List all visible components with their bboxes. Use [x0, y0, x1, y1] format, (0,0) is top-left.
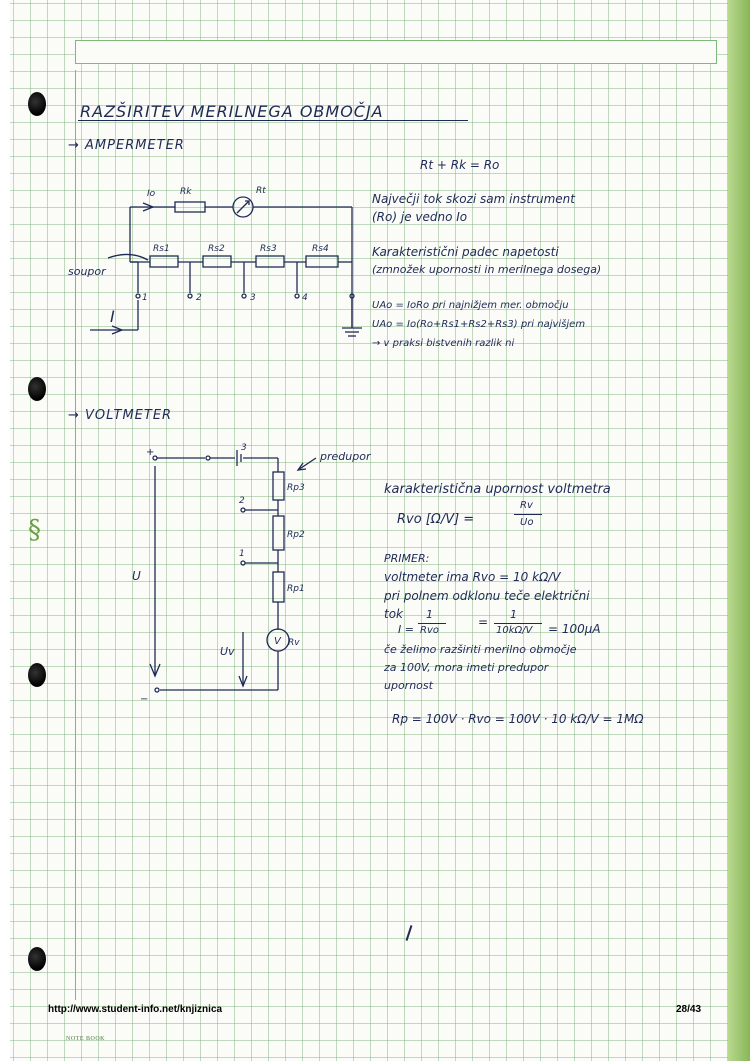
example-result: = 100μA [548, 622, 601, 636]
current-io-label: Io [147, 189, 156, 199]
page-title: RAZŠIRITEV MERILNEGA OBMOČJA [80, 102, 384, 121]
footer-url: http://www.student-info.net/knjiznica [48, 1004, 223, 1015]
example-i-eq: I = [398, 623, 414, 636]
example-fraction-bar-1 [418, 623, 446, 624]
example-num-1: 1 [426, 608, 433, 621]
rs2-label: Rs2 [208, 244, 225, 254]
amp-note-2b: (zmnožek upornosti in merilnega dosega) [372, 263, 602, 276]
notebook-brand: NOTE BOOK [66, 1036, 105, 1042]
example-line-4: če želimo razširiti merilno območje [384, 643, 577, 656]
rt-label: Rt [256, 186, 266, 196]
formula-denominator: Uo [520, 517, 534, 528]
final-equation: Rp = 100V · Rvo = 100V · 10 kΩ/V = 1MΩ [392, 712, 644, 726]
node-2-label: 2 [196, 293, 202, 303]
example-line-5: za 100V, mora imeti predupor [384, 661, 549, 674]
soupor-label: soupor [68, 265, 106, 278]
example-line-6: upornost [384, 679, 433, 692]
formula-lhs: Rvo [Ω/V] = [397, 512, 475, 527]
u-label: U [132, 569, 141, 583]
example-line-3-prefix: tok [384, 607, 403, 621]
minus-label: − [140, 694, 149, 705]
node-1-label: 1 [142, 293, 148, 303]
rp2-label: Rp2 [287, 530, 305, 540]
formula-numerator: Rv [520, 500, 533, 511]
example-line-2: pri polnem odklonu teče električni [384, 589, 590, 603]
amp-note-3a: UAo = IoRo pri najnižjem mer. območju [372, 300, 569, 311]
example-heading: PRIMER: [384, 552, 430, 565]
node-3-label: 3 [250, 293, 256, 303]
plus-label: + [146, 447, 155, 458]
v-symbol: V [274, 636, 281, 647]
rv-label: Rv [288, 638, 300, 648]
clip-logo-icon: § [28, 515, 41, 545]
rk-label: Rk [180, 187, 192, 197]
amp-note-1b: (Ro) je vedno Io [372, 210, 468, 224]
formula-fraction-bar [514, 514, 542, 515]
node-4-label: 4 [302, 293, 308, 303]
current-i-label: I [110, 307, 115, 326]
rt-rk-equation: Rt + Rk = Ro [420, 158, 500, 172]
rp3-label: Rp3 [287, 483, 305, 493]
example-den-1: Rvo [420, 625, 439, 636]
rs4-label: Rs4 [312, 244, 329, 254]
example-line-1: voltmeter ima Rvo = 10 kΩ/V [384, 570, 561, 584]
example-num-2: 1 [510, 608, 517, 621]
amp-note-3c: → v praksi bistvenih razlik ni [372, 338, 515, 349]
amp-note-1a: Največji tok skozi sam instrument [372, 192, 575, 206]
example-den-2: 10kΩ/V [496, 625, 533, 636]
uv-label: Uv [220, 645, 235, 658]
amp-note-2a: Karakteristični padec napetosti [372, 245, 559, 259]
rp1-label: Rp1 [287, 584, 305, 594]
predupor-label: predupor [320, 450, 371, 463]
v-node-2-label: 2 [239, 496, 245, 506]
rs1-label: Rs1 [153, 244, 170, 254]
v-node-1-label: 1 [239, 549, 245, 559]
amp-note-3b: UAo = Io(Ro+Rs1+Rs2+Rs3) pri najvišjem [372, 319, 586, 330]
ampermeter-heading: → AMPERMETER [68, 138, 185, 153]
example-fraction-bar-2 [494, 623, 542, 624]
rs3-label: Rs3 [260, 244, 277, 254]
v-node-3-label: 3 [241, 443, 247, 453]
footer-page-number: 28/43 [676, 1004, 702, 1015]
char-resistance-line: karakteristična upornost voltmetra [384, 482, 611, 497]
example-eq-2: = [478, 615, 489, 629]
voltmeter-heading: → VOLTMETER [68, 408, 173, 423]
